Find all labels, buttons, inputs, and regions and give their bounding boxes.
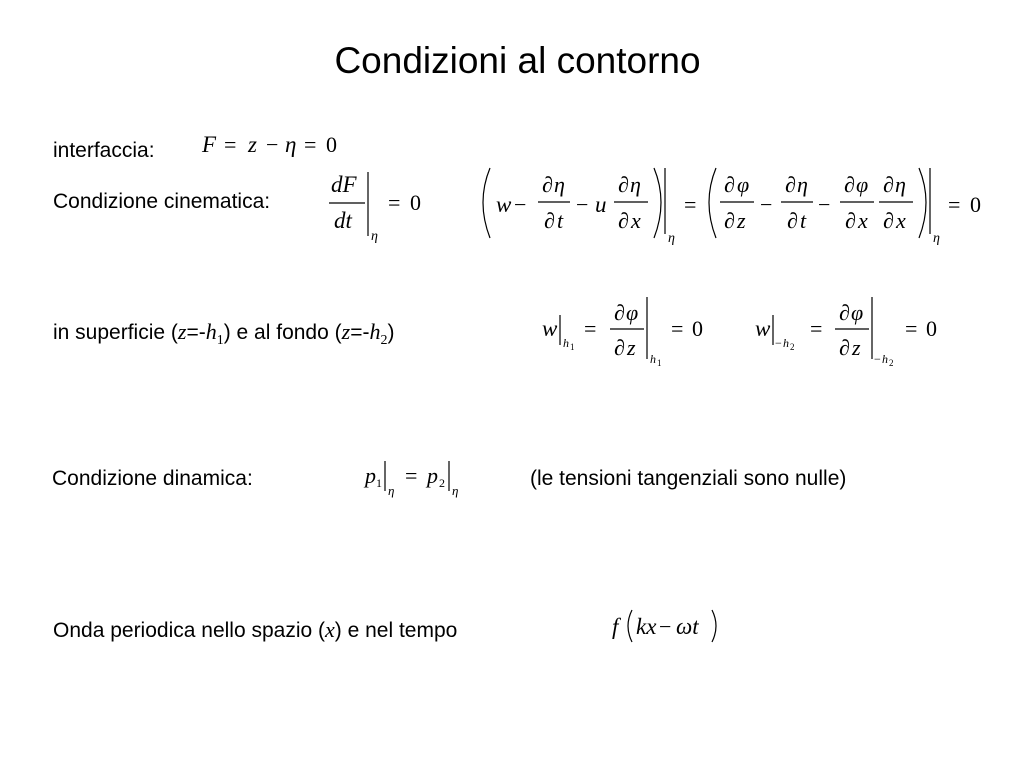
boundary-label: in superficie $(z=-h_1)$ e al fondo $(z=-h_2)$ <box>53 319 395 349</box>
svg-text:−: − <box>818 192 831 217</box>
svg-text:∂: ∂ <box>724 172 735 197</box>
svg-text:kx: kx <box>636 614 657 639</box>
svg-text:2: 2 <box>439 476 445 490</box>
svg-text:∂: ∂ <box>618 172 629 197</box>
svg-text:∂: ∂ <box>787 208 798 233</box>
svg-text:z: z <box>852 335 861 360</box>
svg-text:=: = <box>224 132 237 157</box>
svg-text:φ: φ <box>737 172 750 197</box>
svg-text:1: 1 <box>376 476 382 490</box>
svg-text:−: − <box>775 336 782 350</box>
svg-text:−: − <box>266 132 279 157</box>
kinematic-label: Condizione cinematica: <box>53 190 271 213</box>
svg-text:z: z <box>248 132 257 157</box>
svg-text:=: = <box>388 190 401 215</box>
wave-equation <box>610 604 730 648</box>
svg-text:w: w <box>496 192 512 217</box>
svg-text:0: 0 <box>326 132 337 157</box>
svg-text:h: h <box>650 352 656 366</box>
svg-text:h: h <box>882 352 888 366</box>
svg-text:=: = <box>304 132 317 157</box>
svg-text:=: = <box>905 316 918 341</box>
svg-text:2: 2 <box>790 342 795 352</box>
svg-text:dF: dF <box>331 172 357 197</box>
svg-text:η: η <box>630 172 641 197</box>
svg-text:∂: ∂ <box>542 172 553 197</box>
svg-text:φ: φ <box>851 300 864 325</box>
svg-text:∂: ∂ <box>785 172 796 197</box>
svg-text:x: x <box>896 208 906 233</box>
svg-text:η: η <box>388 483 395 498</box>
svg-text:p: p <box>365 463 376 488</box>
boundary-bottom-equation <box>755 293 955 373</box>
svg-text:η: η <box>668 231 675 246</box>
svg-text:0: 0 <box>692 316 703 341</box>
interface-label: interfaccia: <box>53 139 155 162</box>
svg-text:0: 0 <box>970 192 981 217</box>
svg-text:u: u <box>595 192 607 217</box>
svg-text:x: x <box>858 208 868 233</box>
svg-text:∂: ∂ <box>618 208 629 233</box>
svg-text:η: η <box>554 172 565 197</box>
kinematic-equation-long <box>478 162 993 250</box>
svg-text:η: η <box>285 132 297 157</box>
svg-text:φ: φ <box>626 300 639 325</box>
svg-text:w: w <box>755 316 771 341</box>
svg-text:2: 2 <box>889 358 894 368</box>
svg-text:η: η <box>797 172 808 197</box>
svg-text:η: η <box>371 229 378 244</box>
svg-text:z: z <box>737 208 746 233</box>
svg-text:∂: ∂ <box>883 208 894 233</box>
svg-text:=: = <box>405 463 418 488</box>
boundary-surface-equation <box>540 293 720 373</box>
svg-text:f: f <box>612 614 619 639</box>
dynamic-note: (le tensioni tangenziali sono nulle) <box>530 467 847 490</box>
slide-title: Condizioni al contorno <box>334 40 701 81</box>
svg-text:dt: dt <box>334 208 352 233</box>
svg-text:=: = <box>948 192 961 217</box>
svg-text:∂: ∂ <box>614 335 625 360</box>
svg-text:F: F <box>202 132 217 157</box>
svg-text:p: p <box>427 463 438 488</box>
dynamic-label: Condizione dinamica: <box>52 467 253 490</box>
svg-text:h: h <box>783 336 789 350</box>
svg-text:0: 0 <box>410 190 421 215</box>
svg-text:∂: ∂ <box>883 172 894 197</box>
wave-label: Onda periodica nello spazio (x) e nel tempo <box>53 617 458 642</box>
svg-text:∂: ∂ <box>544 208 555 233</box>
svg-text:η: η <box>452 483 459 498</box>
svg-text:∂: ∂ <box>614 300 625 325</box>
svg-text:φ: φ <box>856 172 869 197</box>
svg-text:0: 0 <box>926 316 937 341</box>
interface-equation <box>200 126 350 162</box>
svg-text:∂: ∂ <box>844 172 855 197</box>
kinematic-equation-short <box>325 166 435 246</box>
svg-text:=: = <box>671 316 684 341</box>
svg-text:t: t <box>800 208 807 233</box>
svg-text:x: x <box>631 208 641 233</box>
svg-text:1: 1 <box>570 342 575 352</box>
svg-text:=: = <box>684 192 697 217</box>
svg-text:−: − <box>874 352 881 366</box>
svg-text:∂: ∂ <box>839 300 850 325</box>
svg-text:−: − <box>514 192 527 217</box>
svg-text:∂: ∂ <box>724 208 735 233</box>
dynamic-equation <box>363 457 483 501</box>
svg-text:∂: ∂ <box>839 335 850 360</box>
svg-text:∂: ∂ <box>845 208 856 233</box>
svg-text:t: t <box>557 208 564 233</box>
svg-text:−: − <box>760 192 773 217</box>
svg-text:z: z <box>627 335 636 360</box>
svg-text:=: = <box>584 316 597 341</box>
svg-text:h: h <box>563 336 569 350</box>
svg-text:ωt: ωt <box>676 614 699 639</box>
svg-text:−: − <box>576 192 589 217</box>
svg-text:η: η <box>895 172 906 197</box>
svg-text:1: 1 <box>657 358 662 368</box>
svg-text:η: η <box>933 231 940 246</box>
svg-text:−: − <box>659 614 672 639</box>
svg-text:=: = <box>810 316 823 341</box>
svg-text:w: w <box>542 316 558 341</box>
